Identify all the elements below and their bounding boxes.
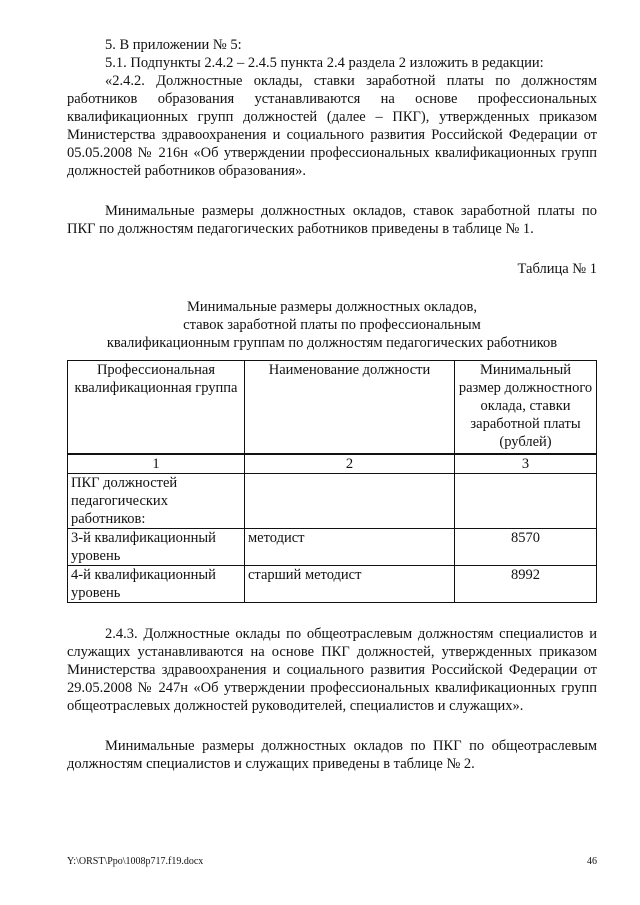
table-row: [68, 474, 597, 529]
table-title-line-3: квалификационным группам по должностям педагогических работников: [106, 335, 558, 351]
column-number: 1: [68, 454, 245, 474]
subitem-5-1: 5.1. Подпункты 2.4.2 – 2.4.5 пункта 2.4 раздела 2 изложить в редакции:: [105, 55, 544, 71]
table-row: [68, 529, 597, 566]
cell-position: [245, 474, 455, 529]
table-header-row: [68, 361, 597, 455]
cell-group: 4-й квалификационный уровень: [68, 566, 245, 603]
table-title-line-1: Минимальные размеры должностных окладов,: [187, 299, 477, 315]
cell-position: методист: [245, 529, 455, 566]
table-title: [67, 298, 597, 352]
table-row: [68, 566, 597, 603]
paragraph-2-4-3: 2.4.3. Должностные оклады по общеотраслевым должностям специалистов и служащих устанавливаются на основе ПКГ должностей, утвержденных приказом Министерства здравоохранения и социального развития Российской Федерации от 29.05.2008 № 247н «Об утверждении профессиональных квалификационных групп общеотраслевых должностей руководителей, специалистов и служащих».: [67, 626, 597, 714]
page-footer: [67, 856, 597, 868]
column-number: 2: [245, 454, 455, 474]
paragraph-min-salaries-specialists: Минимальные размеры должностных окладов по ПКГ по общеотраслевым должностям специалистов и служащих приведены в таблице № 2.: [67, 738, 597, 772]
cell-position: старший методист: [245, 566, 455, 603]
paragraph-min-salaries-pedagogical: Минимальные размеры должностных окладов, ставок заработной платы по ПКГ по должностям педагогических работников приведены в таблице № 1.: [67, 203, 597, 237]
page-number: 46: [587, 856, 597, 867]
header-position: Наименование должности: [245, 361, 455, 455]
column-number: 3: [455, 454, 597, 474]
cell-group: ПКГ должностей педагогических работников:: [68, 474, 245, 529]
paragraph-2-4-2: «2.4.2. Должностные оклады, ставки заработной платы по должностям работников образования устанавливаются на основе профессиональных квалификационных групп должностей (далее – ПКГ), утвержденных приказом Министерства здравоохранения и социального развития Российской Федерации от 05.05.2008 № 216н «Об утверждении профессиональных квалификационных групп должностей работников образования».: [67, 73, 597, 179]
document-page: [67, 36, 597, 773]
cell-group: 3-й квалификационный уровень: [68, 529, 245, 566]
header-group: Профессиональная квалификационная группа: [68, 361, 245, 455]
salary-table: [67, 360, 597, 603]
table-label: Таблица № 1: [517, 261, 597, 277]
table-column-numbers-row: [68, 454, 597, 474]
cell-amount: [455, 474, 597, 529]
item-5-heading: 5. В приложении № 5:: [105, 37, 242, 53]
cell-amount: 8570: [455, 529, 597, 566]
footer-file-path: Y:\ORST\Ppo\1008p717.f19.docx: [67, 856, 204, 867]
cell-amount: 8992: [455, 566, 597, 603]
header-amount: Минимальный размер должностного оклада, ставки заработной платы (рублей): [455, 361, 597, 455]
table-title-line-2: ставок заработной платы по профессиональным: [183, 317, 481, 333]
